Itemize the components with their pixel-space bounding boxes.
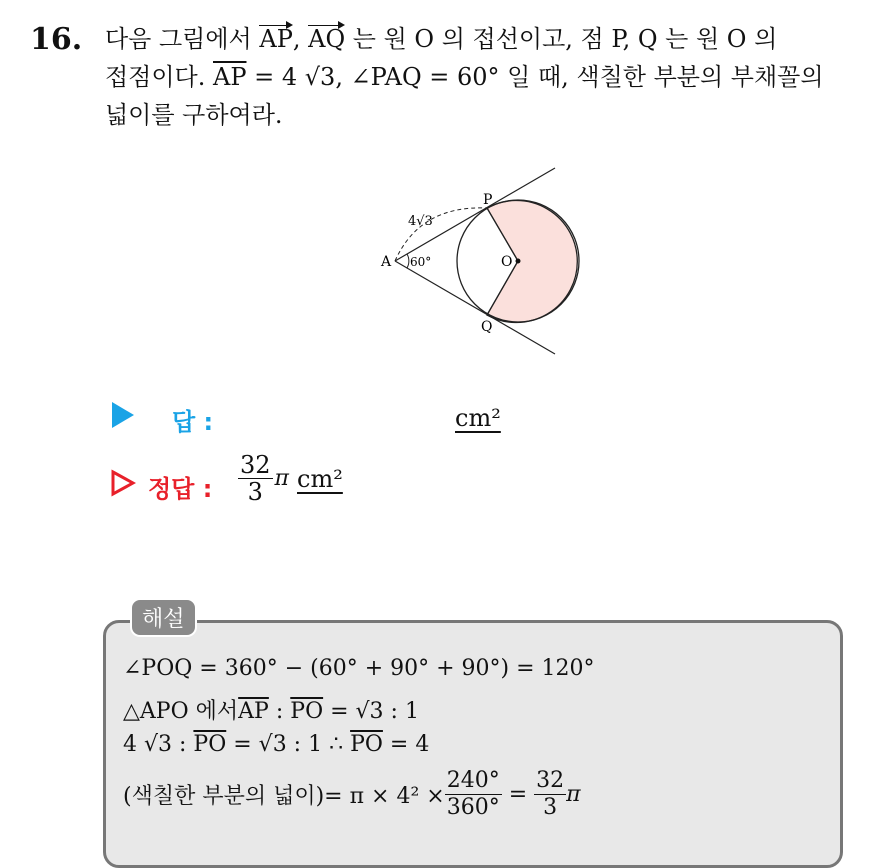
solution-line-4: (색칠한 부분의 넓이)= π × 4² × $\frac{240^\circ}{360^\circ}$ = $\frac{32}{3}$ π xyxy=(123,768,581,820)
solution-line-1: ∠POQ = 360° − (60° + 90° + 90°) = 120° xyxy=(123,656,595,681)
vector-ap: AP xyxy=(259,25,293,53)
answer-arrow-icon xyxy=(112,402,134,428)
angle-arc xyxy=(407,254,409,268)
label-angle: 60° xyxy=(410,255,432,269)
label-q: Q xyxy=(481,319,493,335)
vector-aq: AQ xyxy=(308,25,346,53)
answer-unit: cm² xyxy=(455,404,501,432)
center-point xyxy=(516,259,521,264)
correct-arrow-icon xyxy=(110,469,136,501)
question-number: 16. xyxy=(30,22,83,57)
correct-unit: cm² xyxy=(297,464,343,493)
label-a: A xyxy=(381,254,392,270)
question-line-3: 넓이를 구하여라. xyxy=(105,101,283,129)
result-fraction: $\frac{32}{3}$ xyxy=(536,768,565,820)
correct-label: 정답 : xyxy=(148,475,213,503)
pi-symbol: π xyxy=(274,466,290,491)
question-line-1 xyxy=(105,24,777,54)
angle-fraction: $\frac{240^\circ}{360^\circ}$ xyxy=(446,768,500,820)
question-text: , xyxy=(292,25,309,53)
correct-value xyxy=(238,452,343,505)
correct-fraction: $\frac{32}{3}$ xyxy=(240,451,271,506)
question-text: 접점이다. xyxy=(105,63,213,91)
solution-line-3: 4 √3 : $\overline{PO} = √3$ : 1 ∴ $\overline{PO} = 4$ xyxy=(123,732,430,757)
solution-tag: 해설 xyxy=(130,598,197,637)
solution-line-2: △APO 에서$\overline{AP}$ : $\overline{PO} = √3$ : 1 xyxy=(123,699,419,724)
question-text: 는 원 O 의 접선이고, 점 P, Q 는 원 O 의 xyxy=(345,25,778,53)
label-p: P xyxy=(483,192,493,208)
label-o: O xyxy=(501,254,513,270)
question-line-2 xyxy=(105,62,824,92)
label-length: 4√3 xyxy=(408,214,433,229)
question-text: = 4 √3, ∠PAQ = 60° 일 때, 색칠한 부분의 부채꼴의 xyxy=(246,63,824,91)
segment-ap: $\overline{AP}$ xyxy=(213,63,247,91)
answer-label: 답 : xyxy=(172,408,214,436)
tangent-circle-figure xyxy=(370,160,590,365)
question-text: 다음 그림에서 xyxy=(105,25,260,53)
